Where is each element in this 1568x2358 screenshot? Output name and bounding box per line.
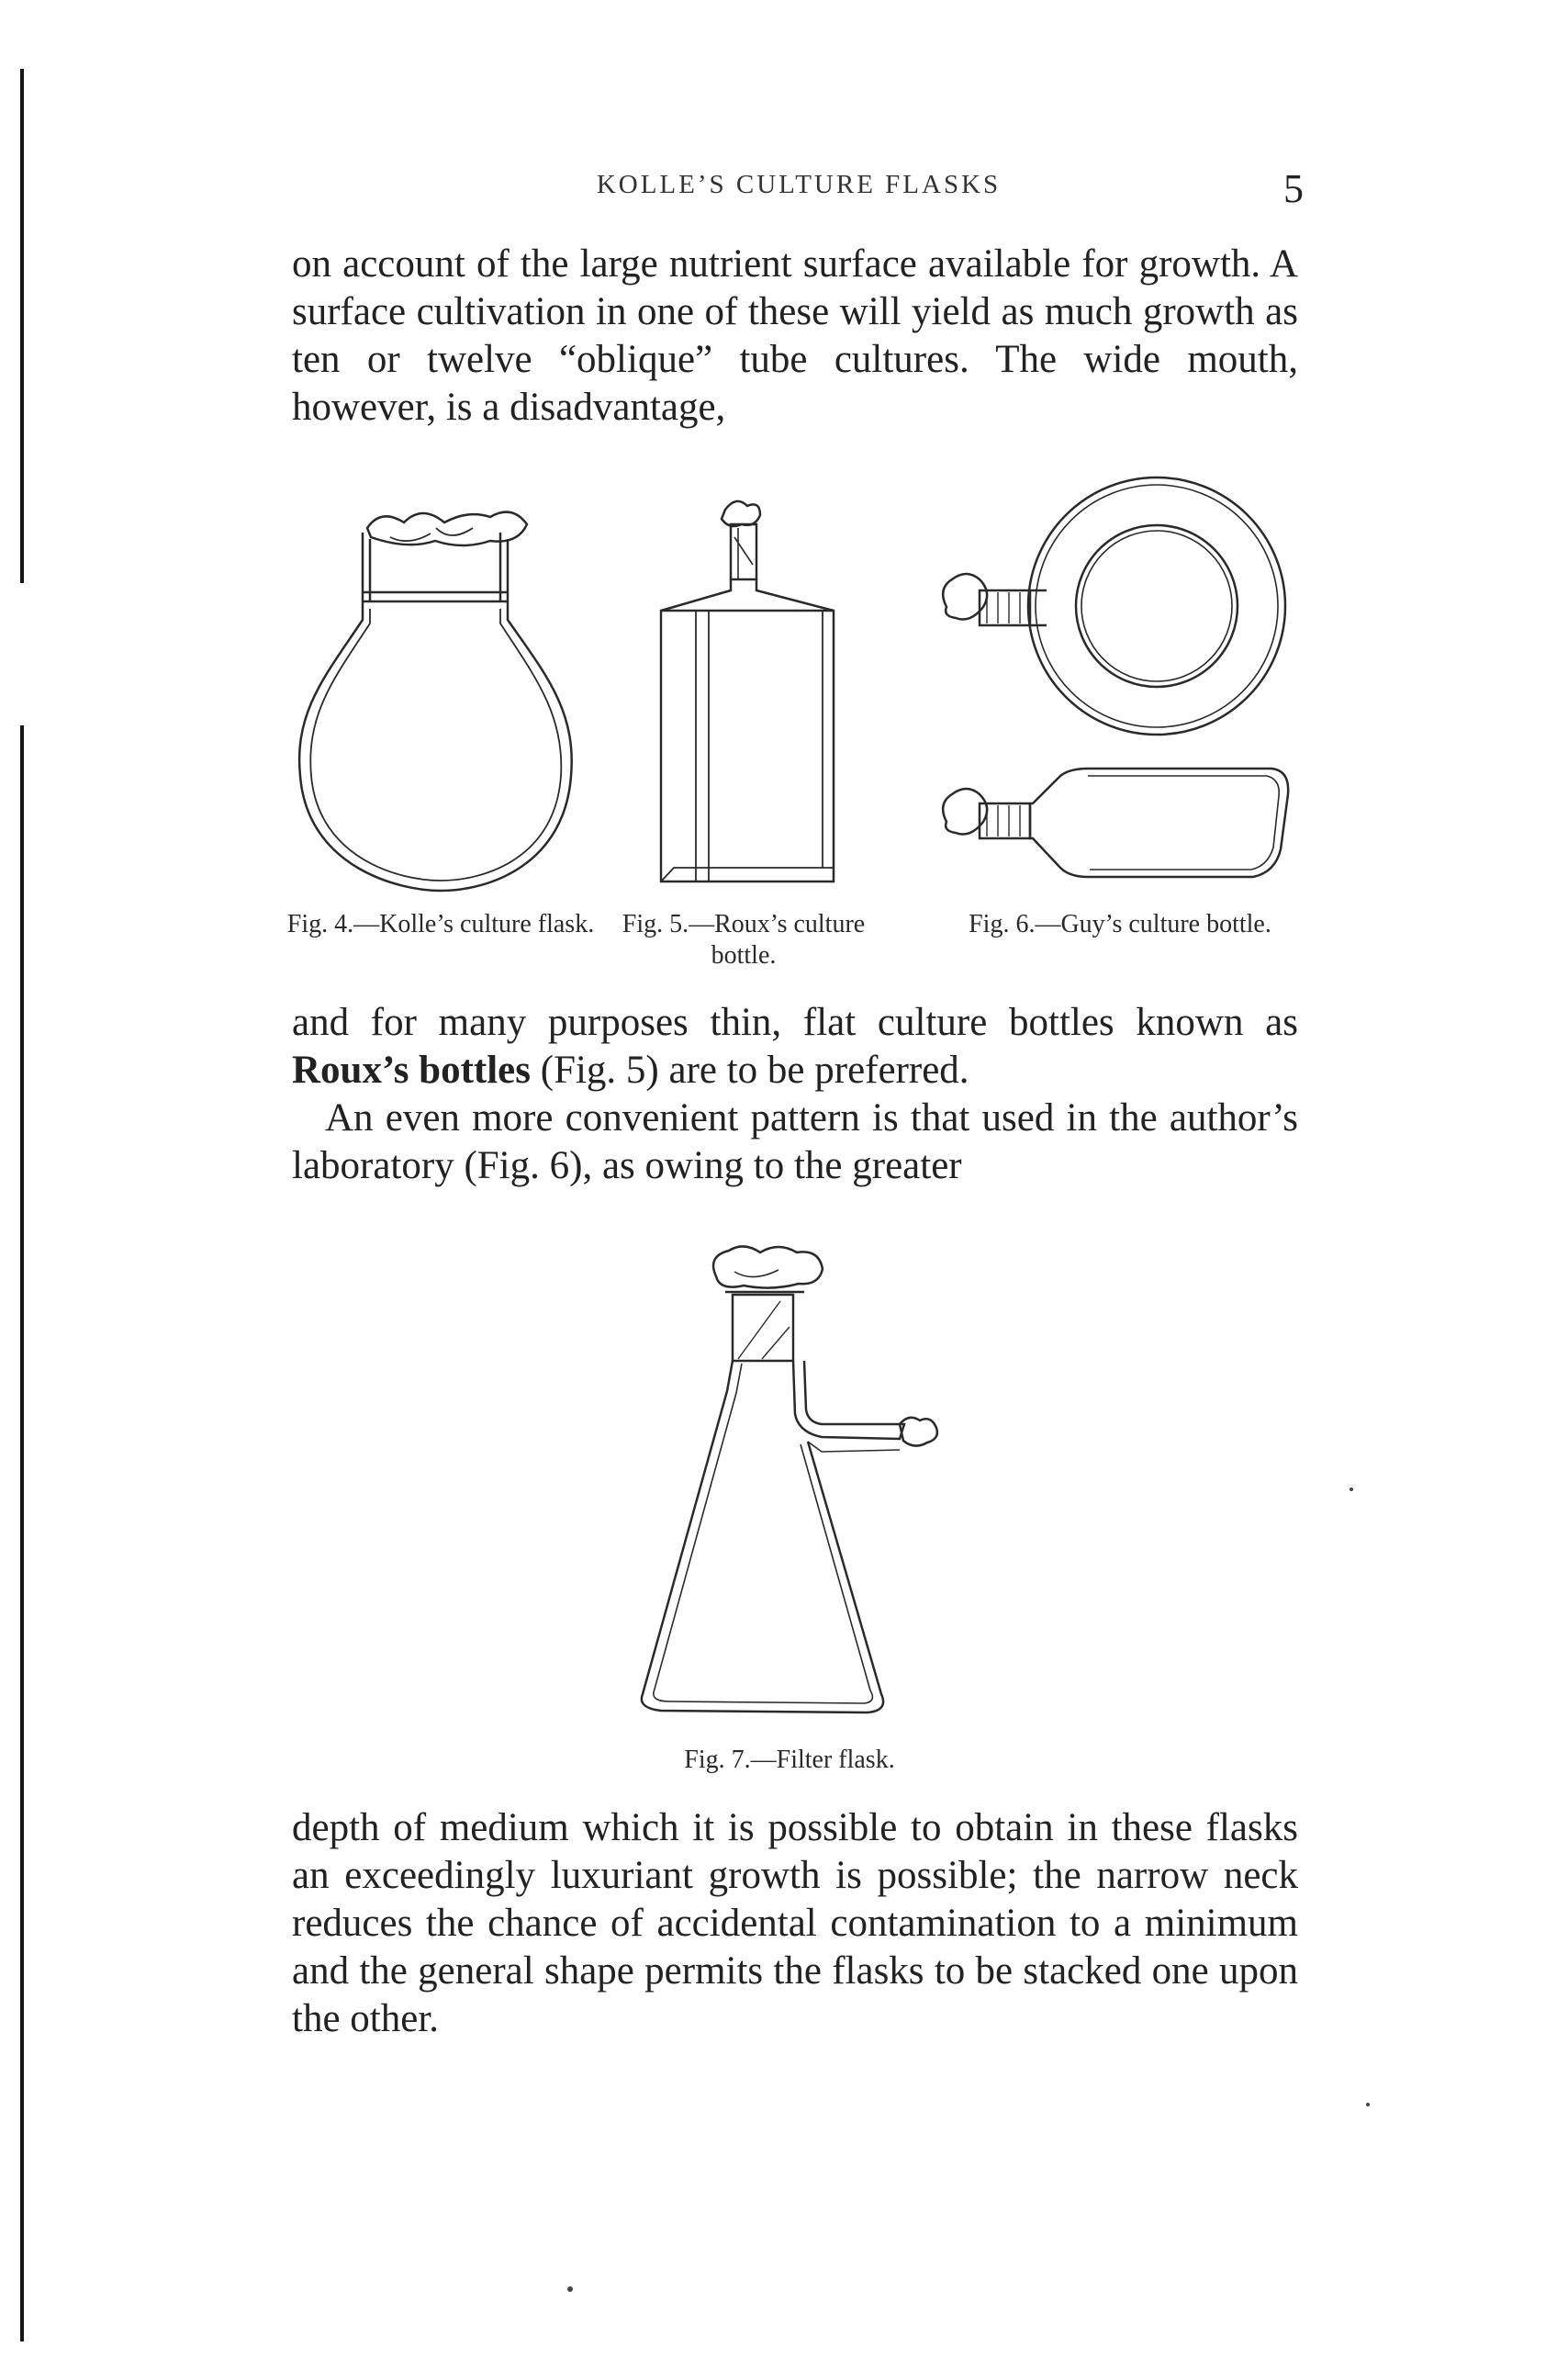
fig5-caption: Fig. 5.—Roux’s culture bottle. bbox=[622, 910, 866, 970]
ink-speck bbox=[1350, 1488, 1353, 1491]
fig4-kolle-flask-illustration bbox=[289, 500, 592, 904]
ink-speck bbox=[567, 2286, 573, 2292]
fig7-filter-flask-illustration bbox=[624, 1244, 955, 1731]
paragraph-2-start: and for many purposes thin, flat culture bottles known as bbox=[292, 1001, 1298, 1044]
binding-edge-lower bbox=[20, 725, 24, 2341]
paragraph-1: on account of the large nutrient surface available for growth. A surface cultivation in one of these will yield as much growth as ten or twelve “oblique” tube cultures. The wide mouth, however, is a disadvantage, bbox=[292, 242, 1298, 429]
paragraph-2-end: (Fig. 5) are to be preferred. bbox=[531, 1049, 969, 1092]
running-head: KOLLE’S CULTURE FLASKS bbox=[596, 170, 1002, 199]
page-number: 5 bbox=[1283, 166, 1304, 211]
fig6-caption: Fig. 6.—Guy’s culture bottle. bbox=[969, 910, 1271, 938]
fig6-guy-bottle-illustration bbox=[913, 473, 1299, 904]
roux-bottles-term: Roux’s bottles bbox=[292, 1049, 531, 1092]
paragraph-4: depth of medium which it is possible to obtain in these flasks an exceedingly luxuriant growth is possible; the narrow neck reduces the chance of accidental contamination to a minimum and the general shape permits the flasks to be stacked one upon the other. bbox=[292, 1806, 1298, 2040]
paragraph-2 bbox=[292, 999, 1298, 1095]
fig4-caption: Fig. 4.—Kolle’s culture flask. bbox=[286, 910, 595, 938]
fig7-caption: Fig. 7.—Filter flask. bbox=[684, 1746, 895, 1774]
ink-speck bbox=[1366, 2103, 1370, 2106]
fig5-roux-bottle-illustration bbox=[643, 491, 845, 909]
binding-edge-upper bbox=[20, 69, 24, 583]
paragraph-3: An even more convenient pattern is that used in the author’s laboratory (Fig. 6), as owing to the greater bbox=[292, 1096, 1298, 1187]
